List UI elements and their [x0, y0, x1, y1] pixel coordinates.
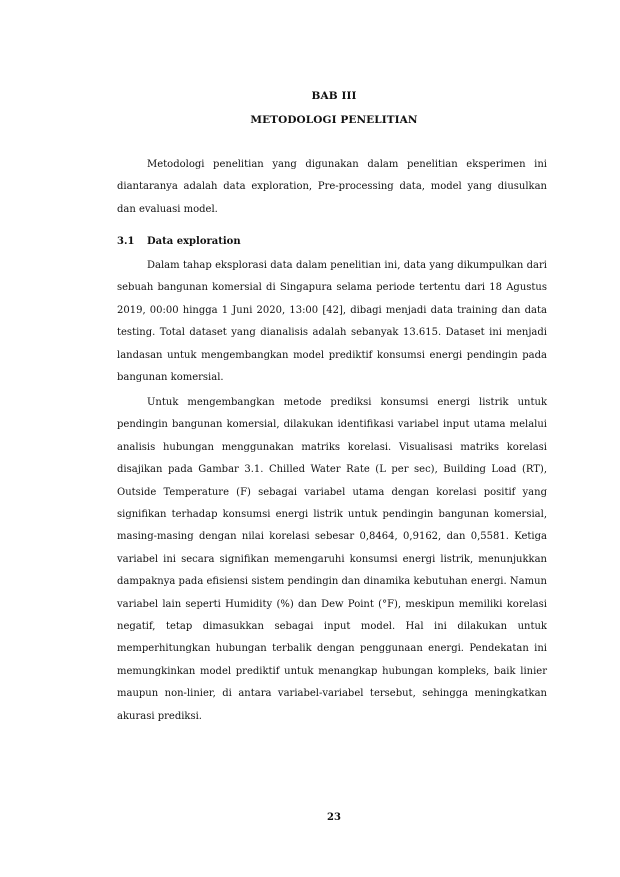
section-number: 3.1: [117, 236, 135, 247]
intro-paragraph: Metodologi penelitian yang digunakan dalam penelitian eksperimen ini diantaranya adalah data exploration, Pre-processing data, model yang diusulkan dan evaluasi model.: [117, 159, 547, 215]
body-paragraph-2: Untuk mengembangkan metode prediksi konsumsi energi listrik untuk pendingin bangunan komersial, dilakukan identifikasi variabel input utama melalui analisis hubungan menggunakan matriks korelasi. Visualisasi matriks korelasi disajikan pada Gambar 3.1. Chilled Water Rate (L per sec), Building Load (RT), Outside Temperature (F) sebagai variabel utama dengan korelasi positif yang signifikan terhadap konsumsi energi listrik untuk pendingin bangunan komersial, masing-masing dengan nilai korelasi sebesar 0,8464, 0,9162, dan 0,5581. Ketiga variabel ini secara signifikan memengaruhi konsumsi energi listrik, menunjukkan dampaknya pada efisiensi sistem pendingin dan dinamika kebutuhan energi. Namun variabel lain seperti Humidity (%) dan Dew Point (°F), meskipun memiliki korelasi negatif, tetap dimasukkan sebagai input model. Hal ini dilakukan untuk memperhitungkan hubungan terbalik dengan penggunaan energi. Pendekatan ini memungkinkan model prediktif untuk menangkap hubungan kompleks, baik linier maupun non-linier, di antara variabel-variabel tersebut, sehingga meningkatkan akurasi prediksi.: [117, 397, 547, 722]
body-paragraph-1: Dalam tahap eksplorasi data dalam penelitian ini, data yang dikumpulkan dari sebuah bangunan komersial di Singapura selama periode tertentu dari 18 Agustus 2019, 00:00 hingga 1 Juni 2020, 13:00 [42], dibagi menjadi data training dan data testing. Total dataset yang dianalisis adalah sebanyak 13.615. Dataset ini menjadi landasan untuk mengembangkan model prediktif konsumsi energi pendingin pada bangunan komersial.: [117, 260, 547, 384]
section-heading: [117, 236, 241, 247]
page-number: 23: [327, 812, 341, 823]
chapter-label: BAB III: [311, 90, 357, 102]
chapter-title: METODOLOGI PENELITIAN: [250, 114, 418, 126]
section-title: Data exploration: [147, 236, 241, 247]
